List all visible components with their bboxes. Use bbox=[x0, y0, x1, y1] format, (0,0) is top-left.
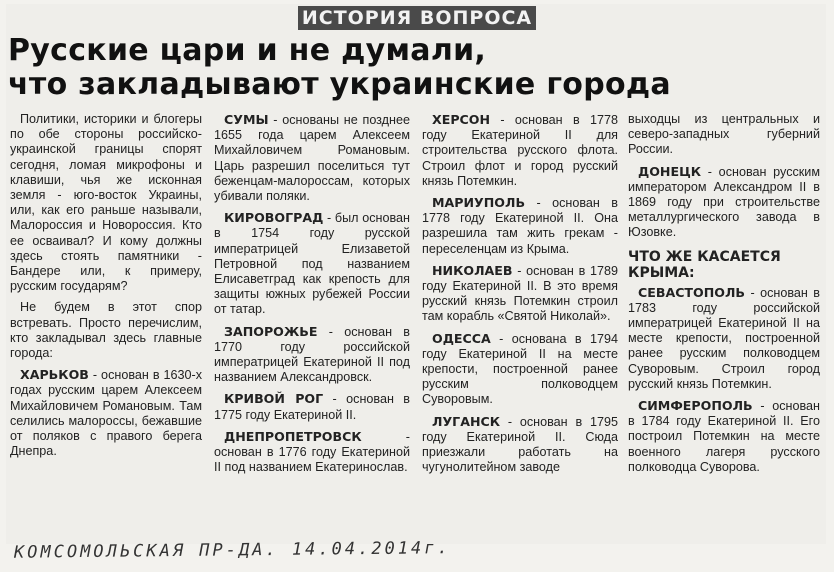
city-entry-dnepropetrovsk bbox=[214, 429, 410, 476]
city-text: - основан в 1778 году Екатериной II. Она разрешила там жить грекам - переселенцам из Крыма. bbox=[422, 196, 618, 256]
city-entry-donetsk bbox=[628, 164, 820, 241]
city-text: - основан в 1795 году Екатериной II. Сюда приезжали работать на чугунолитейном заводе bbox=[422, 414, 618, 475]
intro-paragraph-2: Не будем в этот спор встревать. Просто перечислим, кто закладывал здесь главные города: bbox=[10, 300, 202, 361]
city-name: ХЕРСОН bbox=[432, 112, 491, 127]
city-name: ДНЕПРОПЕТРОВСК bbox=[224, 428, 362, 444]
city-entry-odessa bbox=[422, 331, 618, 408]
city-entry-mariupol bbox=[422, 195, 618, 257]
city-entry-zaporozhye bbox=[214, 324, 410, 386]
city-entry-kherson bbox=[422, 112, 618, 189]
city-text: - основан в 1770 году российской императрицей Екатериной II под названием Александровск. bbox=[214, 324, 410, 385]
city-name: ЗАПОРОЖЬЕ bbox=[224, 323, 318, 339]
column-3 bbox=[422, 112, 618, 481]
city-name: КИРОВОГРАД bbox=[224, 210, 324, 226]
city-text: - основан в 1775 году Екатериной II. bbox=[214, 392, 410, 422]
rubric-label: ИСТОРИЯ ВОПРОСА bbox=[298, 6, 536, 30]
city-entry-simferopol bbox=[628, 398, 820, 475]
city-text: - основан русским императором Александром II в 1869 году при строительстве металлургического завода в Юзовке. bbox=[628, 164, 820, 240]
city-text: - основан в 1630-х годах русским царем Алексеем Михайловичем Романовым. Там селились малороссы, бежавшие от поляков с правого берега Днепра. bbox=[10, 368, 202, 459]
city-entry-sevastopol bbox=[628, 285, 820, 392]
city-name: ДОНЕЦК bbox=[638, 163, 702, 179]
column-2 bbox=[214, 112, 410, 481]
headline-line-1: Русские цари и не думали, bbox=[8, 33, 487, 68]
city-text: - основана в 1794 году Екатериной II на месте крепости, построенной ранее русским полководцем Суворовым. bbox=[422, 331, 618, 407]
crimea-subheading: ЧТО ЖЕ КАСАЕТСЯ КРЫМА: bbox=[628, 248, 781, 281]
city-entry-lugansk bbox=[422, 414, 618, 476]
city-name: КРИВОЙ РОГ bbox=[224, 391, 324, 407]
column-1 bbox=[10, 112, 202, 465]
city-name: НИКОЛАЕВ bbox=[432, 262, 513, 278]
intro-paragraph: Политики, историки и блогеры по обе стороны российско-украинской границы спорят сегодня, ломая микрофоны и клавиши, чья же исконная земля - юго-восток Украины, или, как его раньше называли, Малороссия и Новороссия. Кто ее осваивал? И кому должны здесь стоять памятники - Бандере или, к примеру, русским государям? bbox=[10, 112, 202, 294]
city-name: СИМФЕРОПОЛЬ bbox=[638, 398, 753, 414]
city-name: СУМЫ bbox=[224, 112, 269, 127]
handwritten-source-note: КОМСОМОЛЬСКАЯ ПР-ДА. 14.04.2014г. bbox=[13, 538, 451, 563]
city-entry-krivoy-rog bbox=[214, 391, 410, 422]
city-name: ХАРЬКОВ bbox=[20, 367, 89, 383]
headline bbox=[8, 34, 798, 102]
headline-line-2: что закладывают украинские города bbox=[8, 67, 671, 102]
column-4 bbox=[628, 112, 820, 481]
city-text: - основан в 1783 году российской императрицей Екатериной II на месте крепости, построенной ранее русским полководцем Суворовым. Строил город русский князь Потемкин. bbox=[628, 285, 820, 391]
city-entry-kharkov bbox=[10, 367, 202, 459]
city-name: ЛУГАНСК bbox=[432, 413, 501, 429]
city-entry-kirovograd bbox=[214, 210, 410, 317]
city-text: - основан в 1784 году Екатериной II. Его построил Потемкин на месте военного лагеря русского полководца Суворова. bbox=[628, 399, 820, 474]
city-text: - основаны не позднее 1655 года царем Алексеем Михайловичем Романовым. Царь разрешил поселиться тут беженцам-малороссам, которых убивали поляки. bbox=[214, 113, 410, 204]
city-name: СЕВАСТОПОЛЬ bbox=[638, 284, 746, 300]
city-text: - основан в 1789 году Екатериной II. В это время русский князь Потемкин строил там корабль «Святой Николай». bbox=[422, 263, 618, 324]
city-text: - основан в 1776 году Екатериной II под названием Екатеринослав. bbox=[214, 429, 410, 475]
city-text: - основан в 1778 году Екатериной II для строительства русского флота. Строил флот и город русский князь Потемкин. bbox=[422, 113, 618, 188]
city-text: - был основан в 1754 году русской императрицей Елизаветой Петровной под названием Елисаветград как крепость для защиты южных рубежей России от татар. bbox=[214, 211, 410, 317]
city-name: ОДЕССА bbox=[432, 330, 491, 346]
city-name: МАРИУПОЛЬ bbox=[432, 195, 526, 211]
city-entry-sumy bbox=[214, 112, 410, 204]
lugansk-continuation: выходцы из центральных и северо-западных губерний России. bbox=[628, 112, 820, 157]
city-entry-nikolaev bbox=[422, 263, 618, 325]
